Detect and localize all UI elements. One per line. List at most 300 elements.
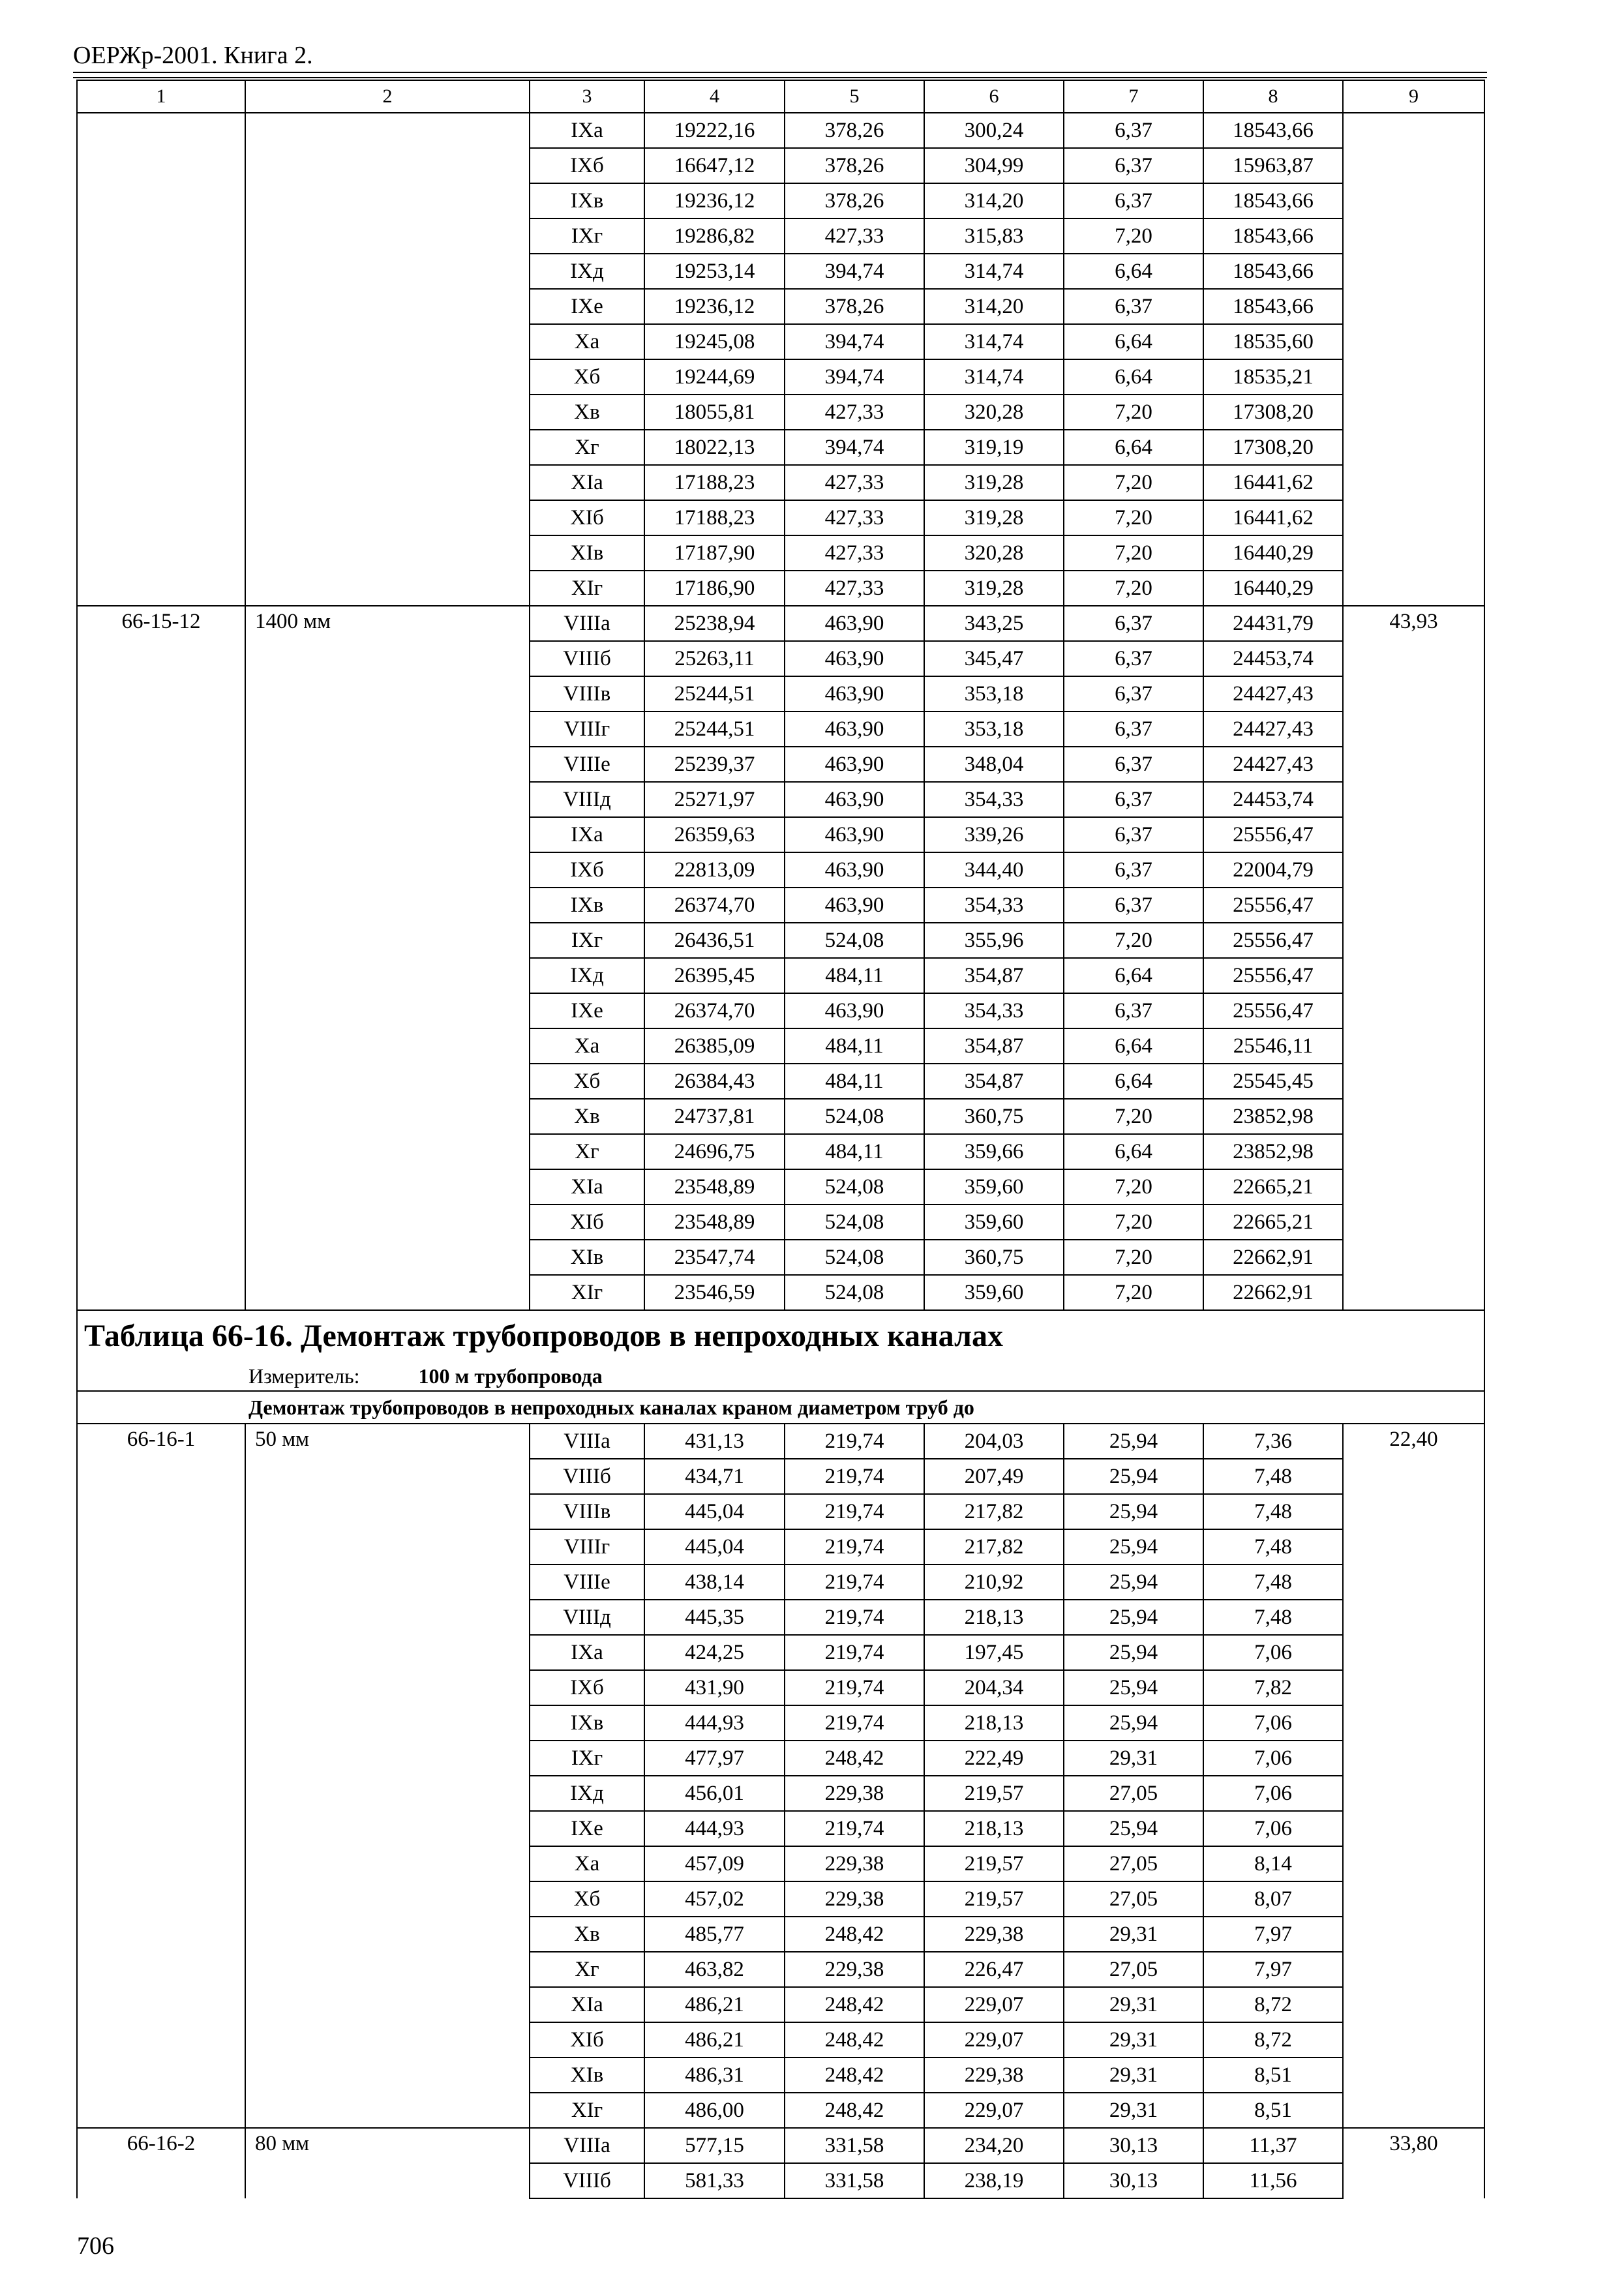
work-name-cell (245, 1529, 530, 1564)
machinist-wages-cell: 6,37 (1064, 817, 1203, 852)
machinist-wages-cell: 27,05 (1064, 1846, 1203, 1881)
region-cell: VIIIв (530, 1494, 644, 1529)
wages-cell: 378,26 (785, 113, 924, 148)
labor-cost-cell (1343, 359, 1484, 395)
rate-code-cell (77, 1459, 245, 1494)
rate-code-cell (77, 993, 245, 1028)
rate-code-cell (77, 113, 245, 148)
materials-cell: 22662,91 (1203, 1240, 1343, 1275)
work-name-cell (245, 289, 530, 324)
page-header: ОЕРЖр-2001. Книга 2. (73, 42, 313, 69)
wages-cell: 394,74 (785, 254, 924, 289)
work-name-cell (245, 993, 530, 1028)
wages-cell: 248,42 (785, 1917, 924, 1952)
table-row (77, 571, 1484, 606)
machinist-wages-cell: 6,64 (1064, 359, 1203, 395)
total-cell: 581,33 (644, 2163, 785, 2198)
header-rule (73, 72, 1487, 73)
machines-cell: 218,13 (924, 1811, 1064, 1846)
wages-cell: 394,74 (785, 430, 924, 465)
table-row (77, 1099, 1484, 1134)
machines-cell: 319,28 (924, 465, 1064, 500)
machinist-wages-cell: 25,94 (1064, 1564, 1203, 1600)
machinist-wages-cell: 7,20 (1064, 465, 1203, 500)
work-name-cell (245, 2093, 530, 2128)
wages-cell: 463,90 (785, 606, 924, 641)
rate-code-cell (77, 711, 245, 747)
table-row (77, 2057, 1484, 2093)
labor-cost-cell (1343, 1917, 1484, 1952)
machinist-wages-cell: 7,20 (1064, 923, 1203, 958)
column-number: 2 (245, 80, 530, 113)
region-cell: VIIIг (530, 1529, 644, 1564)
machinist-wages-cell: 27,05 (1064, 1881, 1203, 1917)
work-name-cell (245, 817, 530, 852)
region-cell: XIв (530, 2057, 644, 2093)
materials-cell: 8,51 (1203, 2057, 1343, 2093)
work-name-cell (245, 1635, 530, 1670)
materials-cell: 18543,66 (1203, 254, 1343, 289)
total-cell: 26374,70 (644, 993, 785, 1028)
materials-cell: 25545,45 (1203, 1064, 1343, 1099)
wages-cell: 219,74 (785, 1705, 924, 1741)
rate-code-cell (77, 1275, 245, 1310)
table-row (77, 1240, 1484, 1275)
total-cell: 25238,94 (644, 606, 785, 641)
machinist-wages-cell: 6,37 (1064, 782, 1203, 817)
region-cell: IXг (530, 218, 644, 254)
rate-code-cell (77, 359, 245, 395)
table-row (77, 1494, 1484, 1529)
rate-code-cell (77, 183, 245, 218)
rate-code-cell (77, 324, 245, 359)
machinist-wages-cell: 6,37 (1064, 289, 1203, 324)
region-cell: IXе (530, 289, 644, 324)
wages-cell: 484,11 (785, 1134, 924, 1169)
region-cell: XIа (530, 465, 644, 500)
machines-cell: 204,34 (924, 1670, 1064, 1705)
wages-cell: 463,90 (785, 817, 924, 852)
labor-cost-cell (1343, 324, 1484, 359)
machines-cell: 354,87 (924, 958, 1064, 993)
region-cell: IXа (530, 1635, 644, 1670)
machinist-wages-cell: 7,20 (1064, 1099, 1203, 1134)
work-name-cell (245, 1459, 530, 1494)
machines-cell: 218,13 (924, 1600, 1064, 1635)
rate-code-cell (77, 1134, 245, 1169)
total-cell: 18022,13 (644, 430, 785, 465)
machinist-wages-cell: 6,37 (1064, 676, 1203, 711)
region-cell: Xа (530, 1028, 644, 1064)
region-cell: Xа (530, 324, 644, 359)
region-cell: VIIIе (530, 747, 644, 782)
total-cell: 19244,69 (644, 359, 785, 395)
wages-cell: 463,90 (785, 676, 924, 711)
table-row (77, 1952, 1484, 1987)
region-cell: IXе (530, 1811, 644, 1846)
work-name-cell (245, 359, 530, 395)
machines-cell: 354,33 (924, 993, 1064, 1028)
work-name-cell (245, 676, 530, 711)
work-name-cell (245, 1099, 530, 1134)
total-cell: 457,09 (644, 1846, 785, 1881)
region-cell: IXг (530, 1741, 644, 1776)
machinist-wages-cell: 30,13 (1064, 2163, 1203, 2198)
table-row (77, 1275, 1484, 1310)
total-cell: 19236,12 (644, 183, 785, 218)
total-cell: 26374,70 (644, 888, 785, 923)
wages-cell: 331,58 (785, 2163, 924, 2198)
materials-cell: 8,51 (1203, 2093, 1343, 2128)
labor-cost-cell (1343, 1099, 1484, 1134)
machinist-wages-cell: 29,31 (1064, 1741, 1203, 1776)
region-cell: IXд (530, 1776, 644, 1811)
labor-cost-cell (1343, 1529, 1484, 1564)
machines-cell: 359,60 (924, 1169, 1064, 1204)
machines-cell: 238,19 (924, 2163, 1064, 2198)
machines-cell: 229,38 (924, 1917, 1064, 1952)
total-cell: 23548,89 (644, 1204, 785, 1240)
materials-cell: 24431,79 (1203, 606, 1343, 641)
work-name-cell (245, 324, 530, 359)
labor-cost-cell (1343, 571, 1484, 606)
table-row (77, 1741, 1484, 1776)
rate-code-cell (77, 1952, 245, 1987)
machines-cell: 320,28 (924, 395, 1064, 430)
region-cell: VIIIе (530, 1564, 644, 1600)
machinist-wages-cell: 25,94 (1064, 1705, 1203, 1741)
machinist-wages-cell: 6,64 (1064, 1134, 1203, 1169)
region-cell: XIв (530, 535, 644, 571)
work-name-cell (245, 218, 530, 254)
machines-cell: 343,25 (924, 606, 1064, 641)
total-cell: 26359,63 (644, 817, 785, 852)
work-name-cell (245, 1811, 530, 1846)
machinist-wages-cell: 7,20 (1064, 500, 1203, 535)
wages-cell: 248,42 (785, 2022, 924, 2057)
total-cell: 438,14 (644, 1564, 785, 1600)
materials-cell: 7,06 (1203, 1811, 1343, 1846)
work-name-cell: 80 мм (245, 2128, 530, 2163)
rate-code-cell (77, 1846, 245, 1881)
work-name-cell (245, 1275, 530, 1310)
column-number: 3 (530, 80, 644, 113)
machines-cell: 319,28 (924, 500, 1064, 535)
wages-cell: 427,33 (785, 571, 924, 606)
wages-cell: 524,08 (785, 923, 924, 958)
wages-cell: 524,08 (785, 1099, 924, 1134)
total-cell: 22813,09 (644, 852, 785, 888)
materials-cell: 7,48 (1203, 1600, 1343, 1635)
materials-cell: 25546,11 (1203, 1028, 1343, 1064)
region-cell: VIIIг (530, 711, 644, 747)
work-name-cell (245, 852, 530, 888)
rate-code-cell (77, 571, 245, 606)
wages-cell: 219,74 (785, 1670, 924, 1705)
region-cell: XIг (530, 2093, 644, 2128)
wages-cell: 219,74 (785, 1600, 924, 1635)
labor-cost-cell (1343, 1028, 1484, 1064)
materials-cell: 11,37 (1203, 2128, 1343, 2163)
total-cell: 25263,11 (644, 641, 785, 676)
table-row (77, 430, 1484, 465)
materials-cell: 8,14 (1203, 1846, 1343, 1881)
total-cell: 26395,45 (644, 958, 785, 993)
work-name-cell (245, 148, 530, 183)
rate-code-cell (77, 1705, 245, 1741)
table-row (77, 148, 1484, 183)
rate-code-cell (77, 1028, 245, 1064)
labor-cost-cell (1343, 2057, 1484, 2093)
rate-code-cell (77, 1635, 245, 1670)
rate-code-cell (77, 958, 245, 993)
labor-cost-cell (1343, 1881, 1484, 1917)
rate-code-cell (77, 1169, 245, 1204)
work-name-cell (245, 1705, 530, 1741)
rate-code-cell (77, 888, 245, 923)
materials-cell: 7,36 (1203, 1424, 1343, 1459)
work-name-cell (245, 747, 530, 782)
wages-cell: 484,11 (785, 1064, 924, 1099)
rate-code-cell (77, 2163, 245, 2198)
wages-cell: 219,74 (785, 1529, 924, 1564)
header-rule (73, 77, 1487, 78)
work-name-cell (245, 1881, 530, 1917)
table-row (77, 1064, 1484, 1099)
materials-cell: 7,48 (1203, 1564, 1343, 1600)
machinist-wages-cell: 6,64 (1064, 324, 1203, 359)
table-row (77, 1987, 1484, 2022)
table-row (77, 711, 1484, 747)
labor-cost-cell (1343, 500, 1484, 535)
machines-cell: 229,07 (924, 1987, 1064, 2022)
rate-code-cell (77, 254, 245, 289)
region-cell: VIIIб (530, 641, 644, 676)
column-number: 8 (1203, 80, 1343, 113)
total-cell: 26384,43 (644, 1064, 785, 1099)
rate-code-cell (77, 641, 245, 676)
total-cell: 477,97 (644, 1741, 785, 1776)
labor-cost-cell (1343, 923, 1484, 958)
materials-cell: 25556,47 (1203, 958, 1343, 993)
wages-cell: 463,90 (785, 641, 924, 676)
labor-cost-cell (1343, 289, 1484, 324)
machines-cell: 219,57 (924, 1776, 1064, 1811)
work-name-cell (245, 923, 530, 958)
region-cell: IXг (530, 923, 644, 958)
wages-cell: 427,33 (785, 395, 924, 430)
total-cell: 19245,08 (644, 324, 785, 359)
labor-cost-cell (1343, 1600, 1484, 1635)
materials-cell: 8,72 (1203, 1987, 1343, 2022)
table-row (77, 606, 1484, 641)
region-cell: Xг (530, 1134, 644, 1169)
materials-cell: 24427,43 (1203, 676, 1343, 711)
work-name-cell (245, 2022, 530, 2057)
machinist-wages-cell: 6,37 (1064, 852, 1203, 888)
region-cell: XIб (530, 2022, 644, 2057)
table-row (77, 289, 1484, 324)
machinist-wages-cell: 6,37 (1064, 641, 1203, 676)
table-row (77, 1846, 1484, 1881)
rate-code-cell (77, 465, 245, 500)
machinist-wages-cell: 25,94 (1064, 1670, 1203, 1705)
wages-cell: 463,90 (785, 852, 924, 888)
table-row (77, 993, 1484, 1028)
machinist-wages-cell: 25,94 (1064, 1459, 1203, 1494)
total-cell: 486,00 (644, 2093, 785, 2128)
table-row (77, 817, 1484, 852)
machines-cell: 354,87 (924, 1064, 1064, 1099)
column-number: 4 (644, 80, 785, 113)
wages-cell: 524,08 (785, 1204, 924, 1240)
labor-cost-cell (1343, 711, 1484, 747)
work-name-cell (245, 641, 530, 676)
region-cell: XIг (530, 571, 644, 606)
region-cell: Xг (530, 430, 644, 465)
work-name-cell (245, 1670, 530, 1705)
region-cell: Xб (530, 359, 644, 395)
machines-cell: 219,57 (924, 1881, 1064, 1917)
materials-cell: 18535,21 (1203, 359, 1343, 395)
total-cell: 444,93 (644, 1705, 785, 1741)
total-cell: 17188,23 (644, 500, 785, 535)
materials-cell: 25556,47 (1203, 888, 1343, 923)
region-cell: Xа (530, 1846, 644, 1881)
labor-cost-cell (1343, 1952, 1484, 1987)
work-name-cell (245, 1952, 530, 1987)
machines-cell: 354,33 (924, 782, 1064, 817)
table-row (77, 2163, 1484, 2198)
total-cell: 431,90 (644, 1670, 785, 1705)
materials-cell: 16441,62 (1203, 500, 1343, 535)
rate-code-cell (77, 395, 245, 430)
machines-cell: 229,07 (924, 2022, 1064, 2057)
labor-cost-cell (1343, 993, 1484, 1028)
rate-code-cell (77, 430, 245, 465)
total-cell: 25244,51 (644, 676, 785, 711)
machinist-wages-cell: 25,94 (1064, 1811, 1203, 1846)
work-name-cell (245, 1064, 530, 1099)
materials-cell: 24427,43 (1203, 747, 1343, 782)
machines-cell: 315,83 (924, 218, 1064, 254)
work-name-cell (245, 1494, 530, 1529)
total-cell: 486,31 (644, 2057, 785, 2093)
labor-cost-cell: 33,80 (1343, 2128, 1484, 2163)
machines-cell: 359,60 (924, 1275, 1064, 1310)
total-cell: 577,15 (644, 2128, 785, 2163)
materials-cell: 17308,20 (1203, 430, 1343, 465)
rate-code-cell (77, 676, 245, 711)
machinist-wages-cell: 6,37 (1064, 606, 1203, 641)
table-row (77, 782, 1484, 817)
work-name-cell (245, 1600, 530, 1635)
table-row (77, 641, 1484, 676)
rate-code-cell (77, 1204, 245, 1240)
work-name-cell (245, 183, 530, 218)
wages-cell: 219,74 (785, 1494, 924, 1529)
rate-code-cell (77, 1529, 245, 1564)
region-cell: VIIIа (530, 606, 644, 641)
region-cell: XIб (530, 500, 644, 535)
region-cell: IXб (530, 148, 644, 183)
table-row (77, 2128, 1484, 2163)
work-name-cell (245, 1204, 530, 1240)
machines-cell: 314,20 (924, 183, 1064, 218)
labor-cost-cell (1343, 430, 1484, 465)
rate-code-cell (77, 2022, 245, 2057)
materials-cell: 7,48 (1203, 1494, 1343, 1529)
labor-cost-cell (1343, 2022, 1484, 2057)
labor-cost-cell (1343, 1987, 1484, 2022)
labor-cost-cell (1343, 852, 1484, 888)
labor-cost-cell (1343, 1846, 1484, 1881)
materials-cell: 7,06 (1203, 1635, 1343, 1670)
labor-cost-cell (1343, 1811, 1484, 1846)
rate-code-cell (77, 1741, 245, 1776)
table-row (77, 747, 1484, 782)
materials-cell: 18543,66 (1203, 289, 1343, 324)
work-name-cell (245, 711, 530, 747)
wages-cell: 524,08 (785, 1275, 924, 1310)
labor-cost-cell (1343, 465, 1484, 500)
rate-code-cell (77, 852, 245, 888)
wages-cell: 463,90 (785, 711, 924, 747)
wages-cell: 463,90 (785, 747, 924, 782)
total-cell: 16647,12 (644, 148, 785, 183)
wages-cell: 219,74 (785, 1811, 924, 1846)
machinist-wages-cell: 27,05 (1064, 1952, 1203, 1987)
labor-cost-cell (1343, 958, 1484, 993)
total-cell: 431,13 (644, 1424, 785, 1459)
table-row (77, 1881, 1484, 1917)
work-name-cell (245, 465, 530, 500)
total-cell: 25271,97 (644, 782, 785, 817)
labor-cost-cell (1343, 676, 1484, 711)
wages-cell: 229,38 (785, 1881, 924, 1917)
machines-cell: 353,18 (924, 711, 1064, 747)
total-cell: 26385,09 (644, 1028, 785, 1064)
rate-code-cell (77, 1917, 245, 1952)
table-row (77, 1917, 1484, 1952)
machines-cell: 314,74 (924, 254, 1064, 289)
rate-code-cell (77, 2093, 245, 2128)
materials-cell: 16440,29 (1203, 535, 1343, 571)
table-row (77, 1776, 1484, 1811)
work-name-cell (245, 1741, 530, 1776)
materials-cell: 15963,87 (1203, 148, 1343, 183)
machinist-wages-cell: 6,64 (1064, 1064, 1203, 1099)
wages-cell: 427,33 (785, 535, 924, 571)
machinist-wages-cell: 6,37 (1064, 711, 1203, 747)
region-cell: IXв (530, 183, 644, 218)
machines-cell: 218,13 (924, 1705, 1064, 1741)
machinist-wages-cell: 6,37 (1064, 148, 1203, 183)
page-number: 706 (77, 2232, 114, 2260)
total-cell: 445,35 (644, 1600, 785, 1635)
materials-cell: 23852,98 (1203, 1099, 1343, 1134)
work-name-cell (245, 535, 530, 571)
total-cell: 445,04 (644, 1494, 785, 1529)
table-row (77, 465, 1484, 500)
column-numbers-row (77, 80, 1484, 113)
wages-cell: 219,74 (785, 1564, 924, 1600)
region-cell: VIIIа (530, 2128, 644, 2163)
machinist-wages-cell: 29,31 (1064, 2057, 1203, 2093)
materials-cell: 18543,66 (1203, 218, 1343, 254)
measure-cell (77, 1361, 1484, 1391)
machines-cell: 353,18 (924, 676, 1064, 711)
